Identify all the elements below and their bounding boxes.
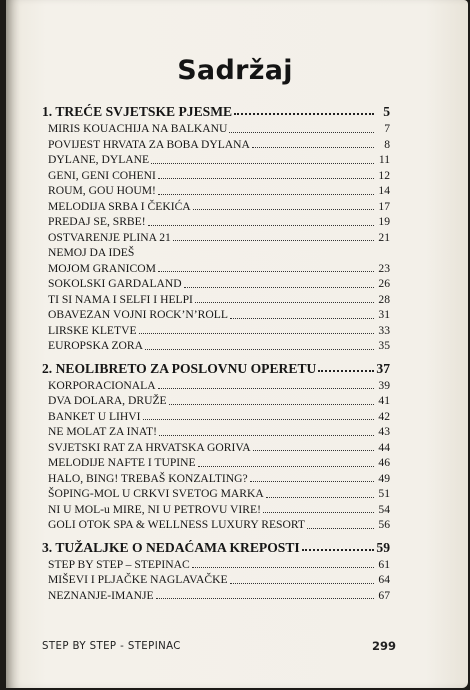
toc-entry [48, 338, 390, 354]
dot-leader [318, 370, 374, 372]
toc-entry [48, 137, 390, 153]
toc-section-page: 5 [383, 104, 390, 119]
dot-leader [192, 567, 374, 568]
toc-entry [48, 307, 390, 323]
toc-entry [48, 557, 390, 573]
toc-entry [48, 440, 390, 456]
toc-entry-page: 39 [378, 378, 390, 392]
toc-entry-page: 61 [378, 557, 390, 571]
toc-entry [48, 424, 390, 440]
dot-leader [145, 349, 374, 350]
running-title: STEP BY STEP - STEPINAC [42, 641, 181, 652]
toc-entry-label: EUROPSKA ZORA [48, 339, 144, 352]
toc-entry-page: 33 [378, 323, 390, 337]
toc-entry-page: 8 [384, 137, 390, 151]
toc-entry-page: 28 [378, 292, 390, 306]
dot-leader [158, 388, 374, 389]
toc-entry-label: MELODIJA SRBA I ČEKIĆA [48, 199, 191, 213]
toc-entry-page: 12 [378, 168, 390, 182]
dot-leader [234, 113, 374, 115]
toc-entry-label: GOLI OTOK SPA & WELLNESS LUXURY RESORT [48, 518, 305, 531]
toc-entry [48, 409, 390, 425]
dot-leader [263, 512, 374, 513]
table-of-contents [42, 103, 390, 603]
toc-entry-label: SOKOLSKI GARDALAND [48, 277, 182, 290]
toc-entry [48, 378, 390, 394]
toc-entry-page: 23 [378, 261, 390, 275]
toc-entry-label: STEP BY STEP – STEPINAC [48, 557, 190, 571]
dot-leader [139, 333, 374, 334]
toc-entry-page: 56 [378, 518, 390, 531]
page-title: Sadržaj [177, 55, 293, 86]
dot-leader [230, 583, 374, 584]
toc-entry-page: 54 [378, 502, 390, 516]
toc-entry-page: 7 [384, 122, 390, 135]
toc-entry-page: 46 [378, 456, 390, 469]
toc-entry-label: DVA DOLARA, DRUŽE [48, 394, 167, 407]
toc-entry-label: SVJETSKI RAT ZA HRVATSKA GORIVA [48, 440, 251, 454]
toc-entry-page: 51 [378, 487, 390, 500]
toc-section-label: 3. TUŽALJKE O NEDAĆAMA KREPOSTI [42, 539, 300, 555]
dot-leader [193, 209, 374, 210]
toc-section-entry [42, 360, 390, 377]
toc-entry-label: GENI, GENI COHENI [48, 168, 156, 182]
toc-entry-page: 11 [378, 153, 390, 166]
toc-entry [48, 199, 390, 215]
toc-entry-page: 44 [378, 440, 390, 454]
dot-leader [143, 419, 374, 420]
toc-entry [48, 214, 390, 230]
toc-entry [48, 517, 390, 533]
toc-entry [48, 455, 390, 471]
dot-leader [198, 466, 374, 467]
toc-entry-label: MIŠEVI I PLJAČKE NAGLAVAČKE [48, 573, 228, 586]
toc-entry-label: OSTVARENJE PLINA 21 [48, 230, 171, 244]
dot-leader [158, 178, 374, 179]
toc-entry-label: MIRIS KOUACHIJA NA BALKANU [48, 122, 228, 135]
toc-entry-label: KORPORACIONALA [48, 378, 156, 392]
toc-entry [48, 502, 390, 518]
toc-entry-label: POVIJEST HRVATA ZA BOBA DYLANA [48, 137, 250, 151]
toc-entry-label: HALO, BING! TREBAŠ KONZALTING? [48, 471, 248, 485]
toc-section-page: 37 [376, 360, 390, 376]
dot-leader [158, 194, 374, 195]
toc-entry-page: 64 [378, 573, 390, 586]
toc-entry-page: 14 [378, 184, 390, 197]
toc-entry [48, 152, 390, 168]
toc-entry-page: 19 [378, 215, 390, 228]
dot-leader [173, 240, 374, 241]
toc-entry [48, 245, 390, 261]
toc-entry-label: ŠOPING-MOL U CRKVI SVETOG MARKA [48, 487, 264, 500]
dot-leader [158, 271, 374, 272]
dot-leader [169, 404, 374, 405]
dot-leader [230, 318, 374, 319]
toc-entry-page: 42 [378, 409, 390, 423]
toc-section-label: 1. TREĆE SVJETSKE PJESME [42, 104, 233, 119]
page-number: 299 [371, 639, 396, 653]
toc-entry-page: 43 [378, 425, 390, 438]
toc-entry [48, 230, 390, 246]
toc-section-label: 2. NEOLIBRETO ZA POSLOVNU OPERETU [42, 360, 317, 376]
toc-entry-page: 67 [378, 588, 390, 602]
toc-entry [48, 486, 390, 502]
toc-entry-label: MELODIJE NAFTE I TUPINE [48, 456, 196, 469]
dot-leader [184, 287, 374, 288]
dot-leader [266, 497, 374, 498]
toc-section-entry [42, 539, 390, 556]
toc-section-page: 59 [376, 539, 390, 555]
toc-entry-label: BANKET U LIHVI [48, 409, 141, 423]
toc-entry-label: NEZNANJE-IMANJE [48, 588, 154, 602]
dot-leader [156, 598, 374, 599]
toc-entry [48, 183, 390, 199]
toc-entry [48, 292, 390, 308]
toc-entry-label: NEMOJ DA IDEŠ [48, 246, 135, 259]
toc-section-entry [42, 103, 390, 120]
toc-entry [48, 276, 390, 292]
dot-leader [307, 528, 374, 529]
toc-entry [48, 261, 390, 277]
toc-entry-label: DYLANE, DYLANE [48, 153, 150, 166]
toc-entry-label: OBAVEZAN VOJNI ROCK’N’ROLL [48, 308, 228, 321]
toc-entry-label: ROUM, GOU HOUM! [48, 184, 156, 197]
toc-entry [48, 393, 390, 409]
toc-entry-page: 26 [378, 277, 390, 290]
toc-entry-page: 41 [378, 394, 390, 407]
toc-entry-label: PREDAJ SE, SRBE! [48, 215, 146, 228]
toc-entry-page: 17 [378, 199, 390, 213]
toc-entry [48, 588, 390, 604]
toc-entry-label: LIRSKE KLETVE [48, 323, 137, 337]
dot-leader [253, 450, 374, 451]
dot-leader [302, 549, 374, 551]
toc-entry-page: 35 [378, 339, 390, 352]
toc-entry [48, 471, 390, 487]
toc-entry [48, 572, 390, 588]
dot-leader [159, 435, 374, 436]
toc-entry-label: MOJOM GRANICOM [48, 261, 156, 275]
dot-leader [148, 225, 374, 226]
dot-leader [151, 163, 374, 164]
dot-leader [250, 481, 374, 482]
toc-entry-page: 31 [378, 308, 390, 321]
dot-leader [229, 132, 374, 133]
dot-leader [252, 147, 374, 148]
toc-entry [48, 323, 390, 339]
toc-entry-page: 49 [378, 471, 390, 485]
dot-leader [195, 302, 374, 303]
toc-entry [48, 121, 390, 137]
toc-entry-label: TI SI NAMA I SELFI I HELPI [48, 292, 193, 306]
toc-entry-label: NE MOLAT ZA INAT! [48, 425, 157, 438]
toc-entry-page: 21 [378, 230, 390, 244]
toc-entry [48, 168, 390, 184]
toc-entry-label: NI U MOL-u MIRE, NI U PETROVU VIRE! [48, 502, 261, 516]
